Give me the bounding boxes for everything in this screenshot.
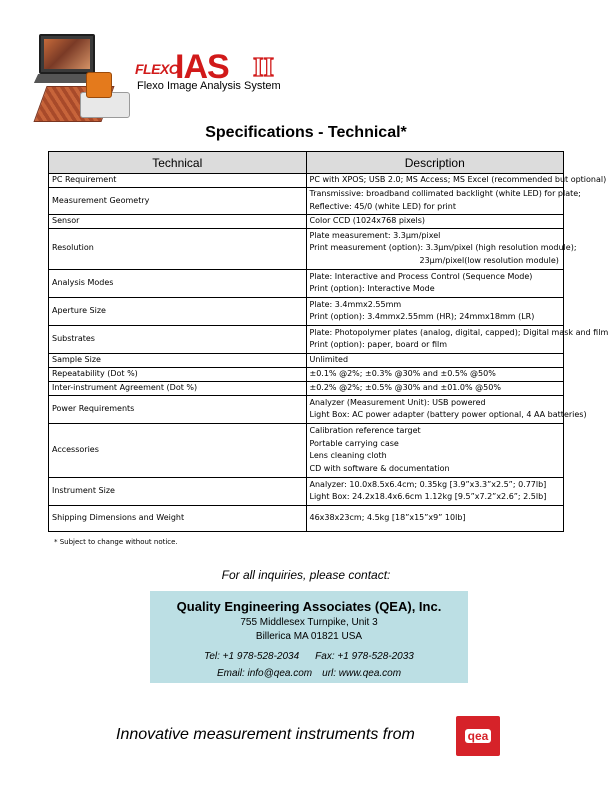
address-city: Billerica MA 01821 USA: [255, 630, 363, 642]
description-line: Calibration reference target: [309, 425, 421, 435]
spec-parameter: Instrument Size: [49, 477, 307, 505]
table-row: [49, 423, 564, 477]
spec-description: [306, 367, 564, 381]
phone-line: [150, 651, 468, 662]
description-line: Transmissive: broadband collimated backlight (white LED) for plate;: [309, 189, 581, 199]
spec-parameter: Power Requirements: [49, 395, 307, 423]
contact-box: [150, 591, 468, 683]
spec-description: [306, 215, 564, 229]
web-line: [150, 668, 468, 679]
table-row: [49, 215, 564, 229]
address: [150, 616, 468, 643]
footer-tagline: Innovative measurement instruments from: [116, 726, 415, 743]
product-photo: [36, 34, 136, 124]
column-header-technical: Technical: [49, 152, 307, 174]
spec-table: [48, 151, 609, 532]
spec-description: [306, 297, 564, 325]
inquiry-heading: For all inquiries, please contact:: [221, 568, 391, 582]
spec-parameter: Analysis Modes: [49, 269, 307, 297]
description-line: Plate: Interactive and Process Control (Sequence Mode): [309, 271, 533, 281]
table-row: [49, 395, 564, 423]
spec-parameter: Accessories: [49, 423, 307, 477]
spec-description: [306, 381, 564, 395]
description-line: Plate measurement: 3.3µm/pixel: [309, 230, 441, 240]
spec-description: [306, 395, 587, 423]
spec-parameter: Repeatability (Dot %): [49, 367, 307, 381]
description-line: ±0.2% @2%; ±0.5% @30% and ±01.0% @50%: [309, 382, 501, 392]
qea-logo: [456, 716, 500, 756]
description-line: Lens cleaning cloth: [309, 451, 387, 461]
spec-parameter: PC Requirement: [49, 174, 307, 188]
description-line: PC with XPOS; USB 2.0; MS Access; MS Excel (recommended but optional): [309, 175, 607, 185]
spec-parameter: Aperture Size: [49, 297, 307, 325]
spec-parameter: Sample Size: [49, 353, 307, 367]
description-line: 46x38x23cm; 4.5kg [18”x15”x9” 10lb]: [309, 512, 466, 522]
spec-parameter: Substrates: [49, 325, 307, 353]
description-line: CD with software & documentation: [309, 464, 450, 474]
description-line: 23µm/pixel(low resolution module): [419, 256, 559, 266]
description-line: Light Box: AC power adapter (battery power optional, 4 AA batteries): [309, 410, 587, 420]
laptop-monitor: [39, 34, 95, 74]
table-row: [49, 174, 564, 188]
spec-description: [306, 423, 564, 477]
description-line: Portable carrying case: [309, 438, 399, 448]
spec-parameter: Resolution: [49, 228, 307, 269]
spec-description: [306, 188, 581, 215]
table-header-row: [49, 152, 564, 174]
description-line: Color CCD (1024x768 pixels): [309, 216, 426, 225]
description-line: Light Box: 24.2x18.4x6.6cm 1.12kg [9.5”x7.2”x2.6”; 2.5lb]: [309, 492, 547, 502]
spec-table-body: [49, 174, 609, 532]
logo-tagline: Flexo Image Analysis System: [137, 80, 281, 92]
description-line: Print (option): paper, board or film: [309, 340, 448, 350]
table-row: [49, 269, 564, 297]
spec-description: [306, 353, 564, 367]
description-line: Print (option): Interactive Mode: [309, 284, 435, 294]
spec-parameter: Measurement Geometry: [49, 188, 307, 215]
table-row: [49, 228, 564, 269]
fax: Fax: +1 978-528-2033: [315, 651, 414, 662]
description-line: Analyzer (Measurement Unit): USB powered: [309, 397, 486, 407]
description-line: Analyzer: 10.0x8.5x6.4cm; 0.35kg [3.9”x3.3”x2.5”; 0.77lb]: [309, 479, 547, 489]
table-row: [49, 367, 564, 381]
table-row: [49, 353, 564, 367]
logo-ias-text: IAS: [175, 48, 229, 86]
footnote: * Subject to change without notice.: [54, 538, 178, 546]
description-line: Unlimited: [309, 354, 349, 364]
spec-parameter: Shipping Dimensions and Weight: [49, 505, 307, 531]
page-title: Specifications - Technical*: [205, 124, 407, 141]
description-line: Plate: 3.4mmx2.55mm: [309, 299, 402, 309]
spec-parameter: Inter-instrument Agreement (Dot %): [49, 381, 307, 395]
spec-description: [306, 174, 607, 188]
table-row: [49, 325, 564, 353]
qea-logo-text: qea: [465, 729, 492, 743]
table-row: [49, 188, 564, 215]
logo-flexo-text: FLEXO: [135, 61, 180, 77]
description-line: Print (option): 3.4mmx2.55mm (HR); 24mmx18mm (LR): [309, 312, 535, 322]
description-line: Plate: Photopolymer plates (analog, digital, capped); Digital mask and film: [309, 327, 609, 337]
description-line: Print measurement (option): 3.3µm/pixel (high resolution module);: [309, 243, 577, 253]
spec-description: [306, 505, 564, 531]
company-name: Quality Engineering Associates (QEA), Inc.: [176, 599, 442, 614]
spec-description: [306, 228, 577, 269]
spec-description: [306, 269, 564, 297]
email-link[interactable]: Email: info@qea.com: [216, 668, 313, 679]
flexo-ias-logo: [135, 48, 325, 96]
spec-parameter: Sensor: [49, 215, 307, 229]
description-line: ±0.1% @2%; ±0.3% @30% and ±0.5% @50%: [309, 368, 496, 378]
table-row: [49, 381, 564, 395]
spec-description: [306, 477, 564, 505]
description-line: Reflective: 45/0 (white LED) for print: [309, 202, 456, 211]
address-street: 755 Middlesex Turnpike, Unit 3: [240, 617, 378, 628]
analyzer-head: [86, 72, 112, 98]
spec-description: [306, 325, 609, 353]
logo-roman-numeral: II: [253, 52, 275, 82]
column-header-description: Description: [306, 152, 564, 174]
table-row: [49, 505, 564, 531]
table-row: [49, 477, 564, 505]
telephone: Tel: +1 978-528-2034: [204, 651, 300, 662]
table-row: [49, 297, 564, 325]
website-link[interactable]: url: www.qea.com: [322, 668, 402, 679]
